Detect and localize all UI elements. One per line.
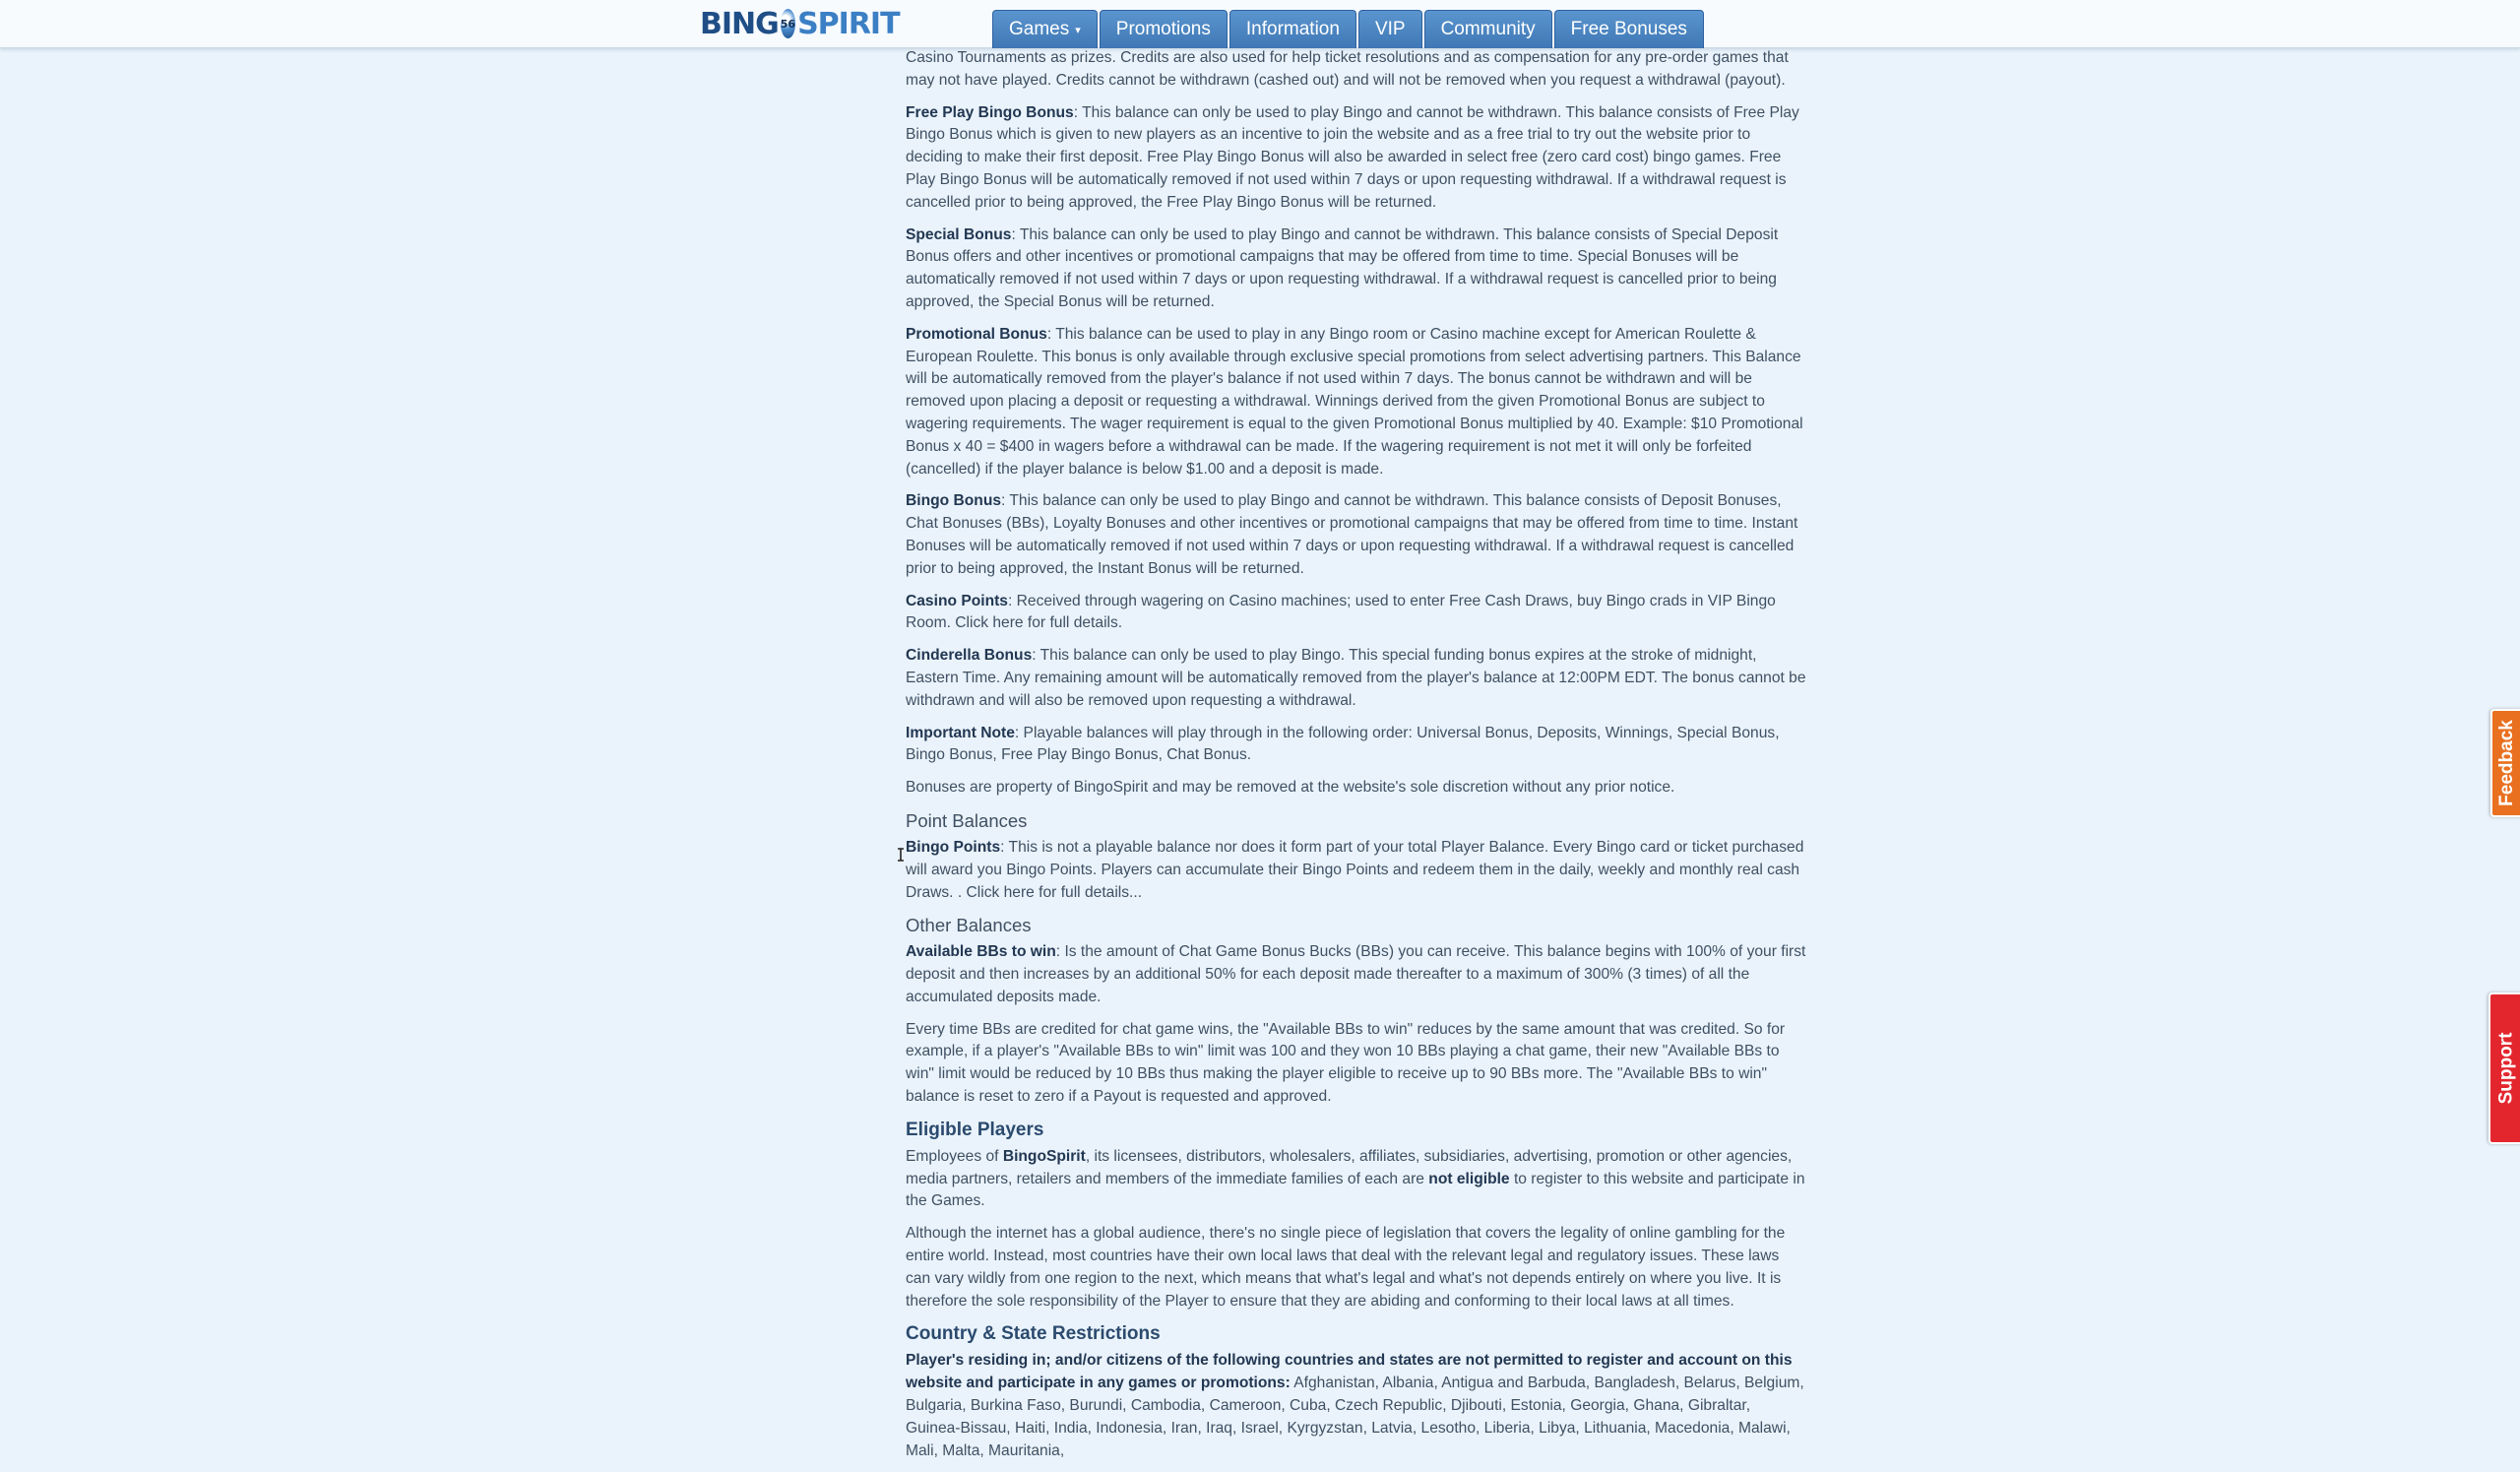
country-restrictions-paragraph bbox=[906, 1350, 1807, 1462]
eligible-players-paragraph bbox=[906, 1146, 1807, 1213]
eligible-text-b: , its licensees, distributors, wholesalers, affiliates, subsidiaries, advertising, promotion or other agencies, media partners, retailers and members of the immediate families of each are bbox=[906, 1147, 1793, 1187]
promotional-bonus-paragraph bbox=[906, 324, 1807, 481]
special-bonus-title: Special Bonus bbox=[906, 225, 1012, 243]
nav-free-bonuses[interactable]: Free Bonuses bbox=[1554, 10, 1704, 48]
free-play-bonus-text: : This balance can only be used to play Bingo and cannot be withdrawn. This balance consists of Free Play Bingo Bonus which is given to new players as an incentive to join the website and as a free trial to try out the website prior to deciding to make their first deposit. Free Play Bingo Bonus will also be awarded in select free (zero card cost) bingo games. Free Play Bingo Bonus will be automatically removed if not used within 7 days or upon requesting withdrawal. If a withdrawal request is cancelled prior to being approved, the Free Play Bingo Bonus will be returned. bbox=[906, 103, 1799, 211]
promotional-bonus-text: : This balance can be used to play in any Bingo room or Casino machine except for American Roulette & European Roulette. This bonus is only available through exclusive special promotions from select advertising partners. This Balance will be automatically removed from the player's balance if not used within 7 days. The bonus cannot be withdrawn and will be removed upon placing a deposit or requesting a withdrawal. Winnings derived from the given Promotional Bonus are subject to wagering requirements. The wager requirement is equal to the given Promotional Bonus multiplied by 40. Example: $10 Promotional Bonus x 40 = $400 in wagers before a withdrawal can be made. If the wagering requirement is not met it will only be forfeited (cancelled) if the player balance is below $1.00 and a deposit is made. bbox=[906, 325, 1803, 478]
eligible-text-c: to register to this website and participate in the Games. bbox=[906, 1170, 1805, 1210]
eligible-brand: BingoSpirit bbox=[1002, 1147, 1086, 1165]
promotional-bonus-title: Promotional Bonus bbox=[906, 325, 1047, 343]
feedback-tab-label: Feedback bbox=[2496, 720, 2517, 806]
bbs-example-paragraph: Every time BBs are credited for chat game wins, the "Available BBs to win" reduces by the same amount that was credited. So for example, if a player's "Available BBs to win" limit was 100 and they won 10 BBs playing a chat game, their new "Available BBs to win" limit would be reduced by 10 BBs thus making the player eligible to receive up to 90 BBs more. The "Available BBs to win" balance is reset to zero if a Payout is requested and approved. bbox=[906, 1020, 1786, 1106]
bingo-bonus-paragraph bbox=[906, 490, 1807, 580]
restricted-country-list: Afghanistan, Albania, Antigua and Barbuda, Bangladesh, Belarus, Belgium, Bulgaria, Burkina Faso, Burundi, Cambodia, Cameroon, Cuba, Czech Republic, Djibouti, Estonia, Georgia, Ghana, Gibraltar, Guinea-Bissau, Haiti, India, Indonesia, Iran, Iraq, Israel, Kyrgyzstan, Latvia, Lesotho, Liberia, Libya, Lithuania, Macedonia, Malawi, Mali, Malta, Mauritania, bbox=[906, 1375, 1804, 1459]
credits-paragraph: Casino Tournaments as prizes. Credits are also used for help ticket resolutions and as compensation for any pre-order games that may not have played. Credits cannot be withdrawn (cashed out) and will not be removed when you request a withdrawal (payout). bbox=[906, 49, 1789, 89]
available-bbs-title: Available BBs to win bbox=[906, 943, 1056, 961]
important-note-paragraph bbox=[906, 723, 1807, 768]
nav-vip[interactable]: VIP bbox=[1358, 10, 1422, 48]
main-nav-menu bbox=[992, 10, 1704, 47]
logo-text-bingo: BING bbox=[700, 6, 779, 41]
free-play-bonus-title: Free Play Bingo Bonus bbox=[906, 103, 1074, 121]
chevron-down-icon: ▾ bbox=[1075, 24, 1081, 36]
casino-points-title: Casino Points bbox=[906, 592, 1008, 609]
nav-information[interactable]: Information bbox=[1229, 10, 1356, 48]
country-restrictions-intro: Player's residing in; and/or citizens of the following countries and states are not permitted to register and account on this website and participate in any games or promotions: bbox=[906, 1352, 1793, 1392]
support-tab-label: Support bbox=[2495, 1032, 2517, 1105]
eligible-players-heading: Eligible Players bbox=[906, 1119, 1044, 1140]
not-eligible-text: not eligible bbox=[1428, 1170, 1510, 1187]
eligible-text-a: Employees of bbox=[906, 1147, 1003, 1165]
bingo-ball-icon: 56 bbox=[781, 9, 795, 38]
country-restrictions-heading: Country & State Restrictions bbox=[906, 1323, 1161, 1345]
important-note-text: : Playable balances will play through in the following order: Universal Bonus, Deposits, Winnings, Special Bonus, Bingo Bonus, Free Play Bingo Bonus, Chat Bonus. bbox=[906, 724, 1780, 764]
available-bbs-text: : Is the amount of Chat Game Bonus Bucks (BBs) you can receive. This balance begins with 100% of your first deposit and then increases by an additional 50% for each deposit made thereafter to a maximum of 300% (3 times) of all the accumulated deposits made. bbox=[906, 943, 1806, 1005]
special-bonus-text: : This balance can only be used to play Bingo and cannot be withdrawn. This balance consists of Special Deposit Bonus offers and other incentives or promotional campaigns that may be offered from time to time. Special Bonuses will be automatically removed if not used within 7 days or upon requesting withdrawal. If a withdrawal request is cancelled prior to being approved, the Special Bonus will be returned. bbox=[906, 225, 1779, 310]
important-note-title: Important Note bbox=[906, 724, 1015, 741]
feedback-tab[interactable] bbox=[2490, 709, 2520, 817]
support-tab[interactable] bbox=[2488, 992, 2520, 1144]
bingo-points-paragraph[interactable] bbox=[906, 837, 1807, 904]
other-balances-heading: Other Balances bbox=[906, 915, 1032, 936]
cinderella-bonus-text: : This balance can only be used to play Bingo. This special funding bonus expires at the stroke of midnight, Eastern Time. Any remaining amount will be automatically removed from the player's balance at 12:00PM EDT. The bonus cannot be withdrawn and will also be removed upon requesting a withdrawal. bbox=[906, 647, 1806, 709]
terms-content bbox=[906, 47, 1807, 1472]
cinderella-bonus-paragraph bbox=[906, 645, 1807, 712]
free-play-bonus-paragraph bbox=[906, 102, 1807, 215]
special-bonus-paragraph bbox=[906, 224, 1807, 314]
casino-points-text: : Received through wagering on Casino machines; used to enter Free Cash Draws, buy Bingo crads in VIP Bingo Room. Click here for full details. bbox=[906, 592, 1776, 632]
legality-paragraph: Although the internet has a global audience, there's no single piece of legislation that covers the legality of online gambling for the entire world. Instead, most countries have their own local laws that deal with the relevant legal and regulatory issues. These laws can vary wildly from one region to the next, which means that what's legal and what's not depends entirely on where you live. It is therefore the sole responsibility of the Player to ensure that they are abiding and conforming to their local laws at all times. bbox=[906, 1225, 1786, 1310]
bingo-points-text: : This is not a playable balance nor does it form part of your total Player Balance. Every Bingo card or ticket purchased will award you Bingo Points. Players can accumulate their Bingo Points and redeem them in the daily, weekly and monthly real cash Draws. . Click here for full details... bbox=[906, 838, 1804, 901]
logo-text-spirit: SPIRIT bbox=[797, 6, 900, 41]
casino-points-paragraph[interactable] bbox=[906, 591, 1807, 636]
nav-games[interactable] bbox=[992, 10, 1098, 48]
nav-games-label: Games bbox=[1009, 19, 1070, 39]
nav-promotions[interactable]: Promotions bbox=[1100, 10, 1228, 48]
bingo-bonus-text: : This balance can only be used to play Bingo and cannot be withdrawn. This balance consists of Deposit Bonuses, Chat Bonuses (BBs), Loyalty Bonuses and other incentives or promotional campaigns that may be offered from time to time. Instant Bonuses will be automatically removed if not used within 7 days or upon requesting withdrawal. If a withdrawal request is cancelled prior to being approved, the Instant Bonus will be returned. bbox=[906, 492, 1798, 577]
nav-community[interactable]: Community bbox=[1424, 10, 1552, 48]
available-bbs-paragraph bbox=[906, 941, 1807, 1008]
text-cursor-icon bbox=[896, 848, 906, 862]
point-balances-heading: Point Balances bbox=[906, 809, 1028, 831]
bingospirit-logo[interactable] bbox=[700, 6, 900, 41]
bonus-property-note: Bonuses are property of BingoSpirit and may be removed at the website's sole discretion without any prior notice. bbox=[906, 779, 1675, 797]
cinderella-bonus-title: Cinderella Bonus bbox=[906, 647, 1033, 665]
bingo-bonus-title: Bingo Bonus bbox=[906, 492, 1002, 510]
top-navbar bbox=[0, 0, 2520, 48]
bingo-points-title: Bingo Points bbox=[906, 838, 1001, 856]
